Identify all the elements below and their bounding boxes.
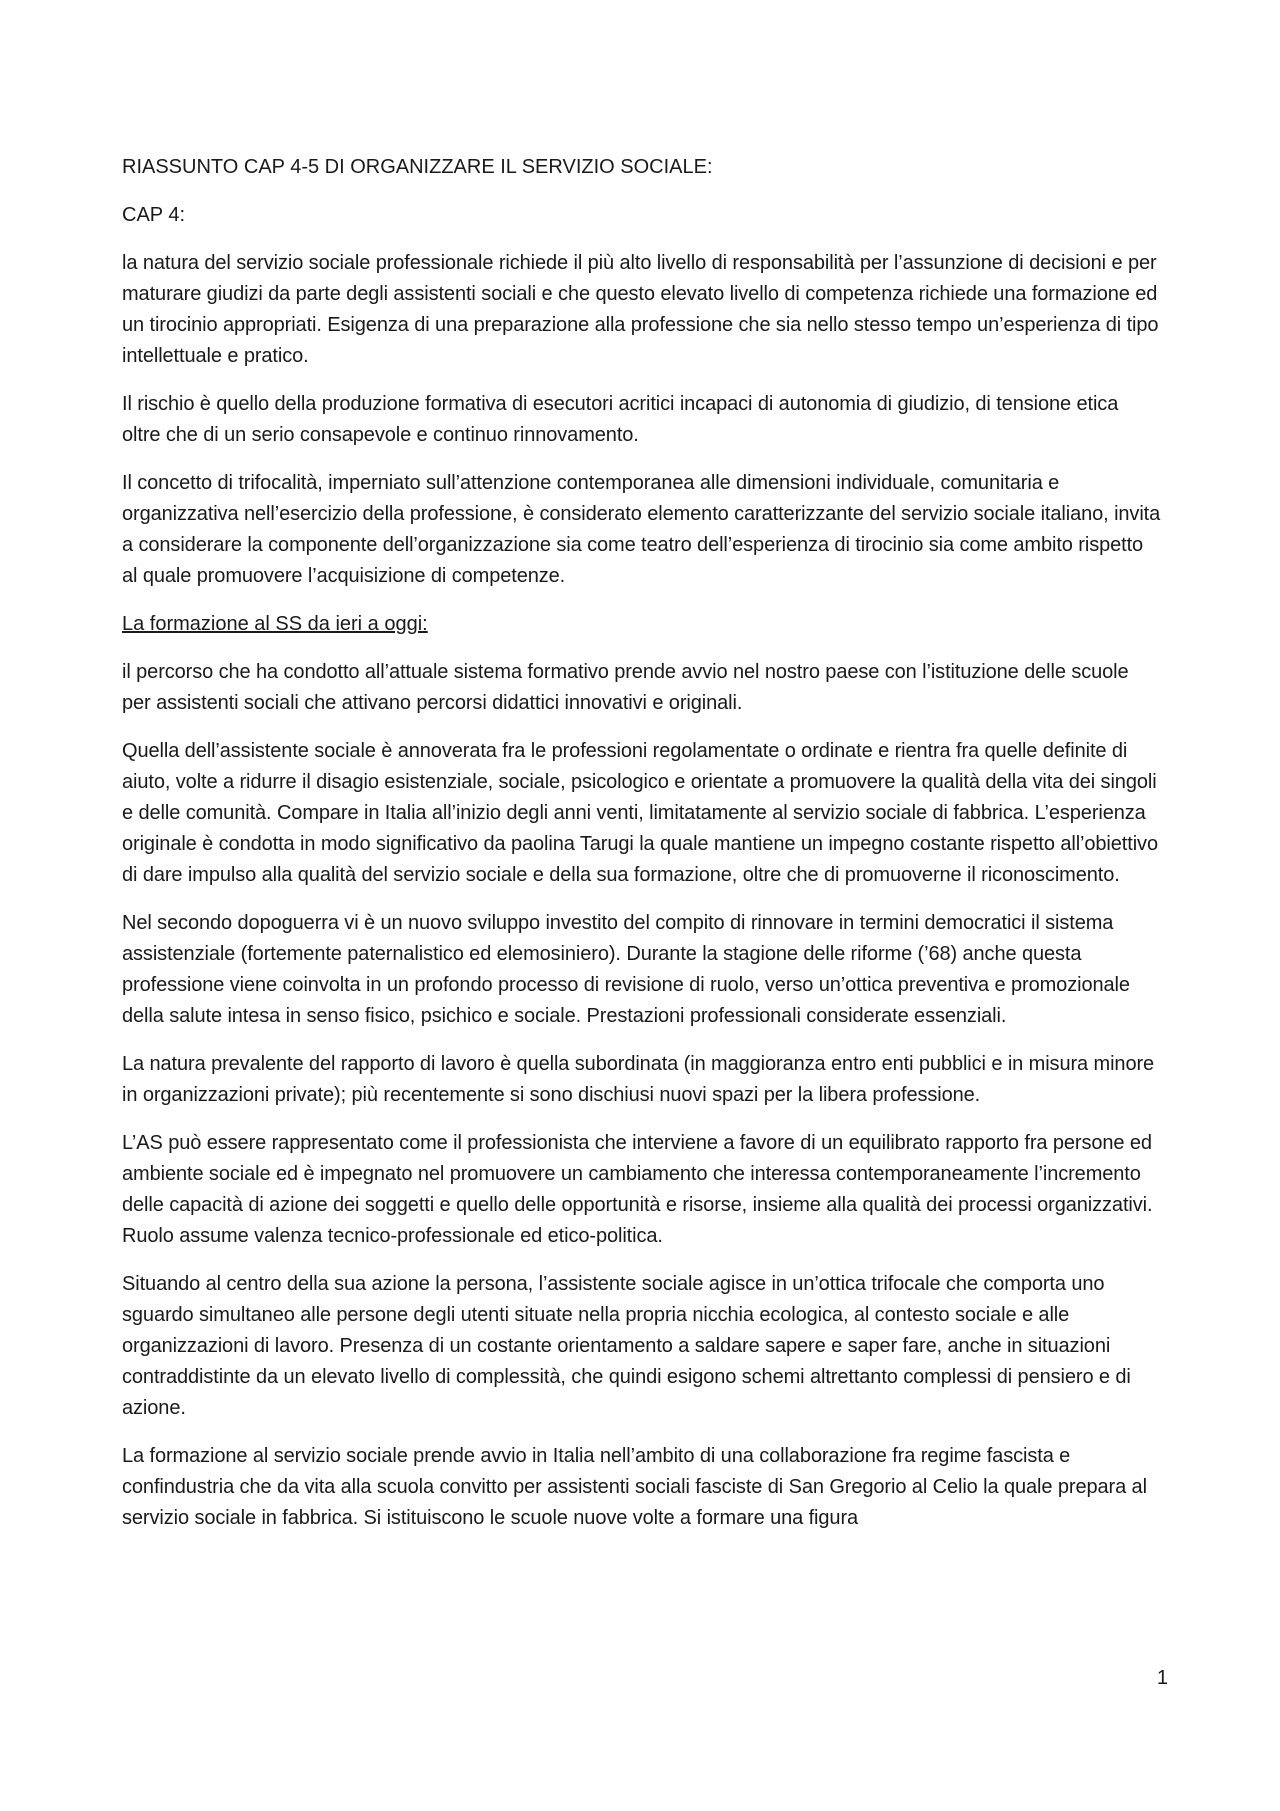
paragraph: il percorso che ha condotto all’attuale sistema formativo prende avvio nel nostro paese con l’istituzione delle scuole per assistenti sociali che attivano percorsi didattici innovativi e originali.	[122, 661, 1129, 714]
paragraph: la natura del servizio sociale professionale richiede il più alto livello di responsabilità per l’assunzione di decisioni e per maturare giudizi da parte degli assistenti sociali e che questo elevato livello di competenza richiede una formazione ed un tirocinio appropriati. Esigenza di una preparazione alla professione che sia nello stesso tempo un’esperienza di tipo intellettuale e pratico.	[122, 252, 1159, 367]
paragraph: Il concetto di trifocalità, imperniato sull’attenzione contemporanea alle dimensioni individuale, comunitaria e organizzativa nell’esercizio della professione, è considerato elemento caratterizzante del servizio sociale italiano, invita a considerare la componente dell’organizzazione sia come teatro dell’esperienza di tirocinio sia come ambito rispetto al quale promuovere l’acquisizione di competenze.	[122, 472, 1161, 587]
chapter-heading: CAP 4:	[122, 204, 185, 226]
page-content	[122, 152, 1162, 1551]
paragraph: Il rischio è quello della produzione formativa di esecutori acritici incapaci di autonomia di giudizio, di tensione etica oltre che di un serio consapevole e continuo rinnovamento.	[122, 393, 1119, 446]
paragraph: Situando al centro della sua azione la persona, l’assistente sociale agisce in un’ottica trifocale che comporta uno sguardo simultaneo alle persone degli utenti situate nella propria nicchia ecologica, al contesto sociale e alle organizzazioni di lavoro. Presenza di un costante orientamento a saldare sapere e saper fare, anche in situazioni contraddistinte da un elevato livello di complessità, che quindi esigono schemi altrettanto complessi di pensiero e di azione.	[122, 1273, 1131, 1419]
document-title: RIASSUNTO CAP 4-5 DI ORGANIZZARE IL SERVIZIO SOCIALE:	[122, 156, 713, 178]
paragraph: Nel secondo dopoguerra vi è un nuovo sviluppo investito del compito di rinnovare in termini democratici il sistema assistenziale (fortemente paternalistico ed elemosiniero). Durante la stagione delle riforme (’68) anche questa professione viene coinvolta in un profondo processo di revisione di ruolo, verso un’ottica preventiva e promozionale della salute intesa in senso fisico, psichico e sociale. Prestazioni professionali considerate essenziali.	[122, 912, 1130, 1027]
paragraph: La formazione al servizio sociale prende avvio in Italia nell’ambito di una collaborazione fra regime fascista e confindustria che da vita alla scuola convitto per assistenti sociali fasciste di San Gregorio al Celio la quale prepara al servizio sociale in fabbrica. Si istituiscono le scuole nuove volte a formare una figura	[122, 1445, 1147, 1529]
paragraph: Quella dell’assistente sociale è annoverata fra le professioni regolamentate o ordinate e rientra fra quelle definite di aiuto, volte a ridurre il disagio esistenziale, sociale, psicologico e orientate a promuovere la qualità della vita dei singoli e delle comunità. Compare in Italia all’inizio degli anni venti, limitatamente al servizio sociale di fabbrica. L’esperienza originale è condotta in modo significativo da paolina Tarugi la quale mantiene un impegno costante rispetto all’obiettivo di dare impulso alla qualità del servizio sociale e della sua formazione, oltre che di promuoverne il riconoscimento.	[122, 740, 1158, 886]
section-heading: La formazione al SS da ieri a oggi:	[122, 613, 428, 635]
page-number: 1	[1156, 1667, 1168, 1689]
paragraph: La natura prevalente del rapporto di lavoro è quella subordinata (in maggioranza entro enti pubblici e in misura minore in organizzazioni private); più recentemente si sono dischiusi nuovi spazi per la libera professione.	[122, 1053, 1155, 1106]
paragraph: L’AS può essere rappresentato come il professionista che interviene a favore di un equilibrato rapporto fra persone ed ambiente sociale ed è impegnato nel promuovere un cambiamento che interessa contemporaneamente l’incremento delle capacità di azione dei soggetti e quello delle opportunità e risorse, insieme alla qualità dei processi organizzativi. Ruolo assume valenza tecnico-professionale ed etico-politica.	[122, 1132, 1153, 1247]
